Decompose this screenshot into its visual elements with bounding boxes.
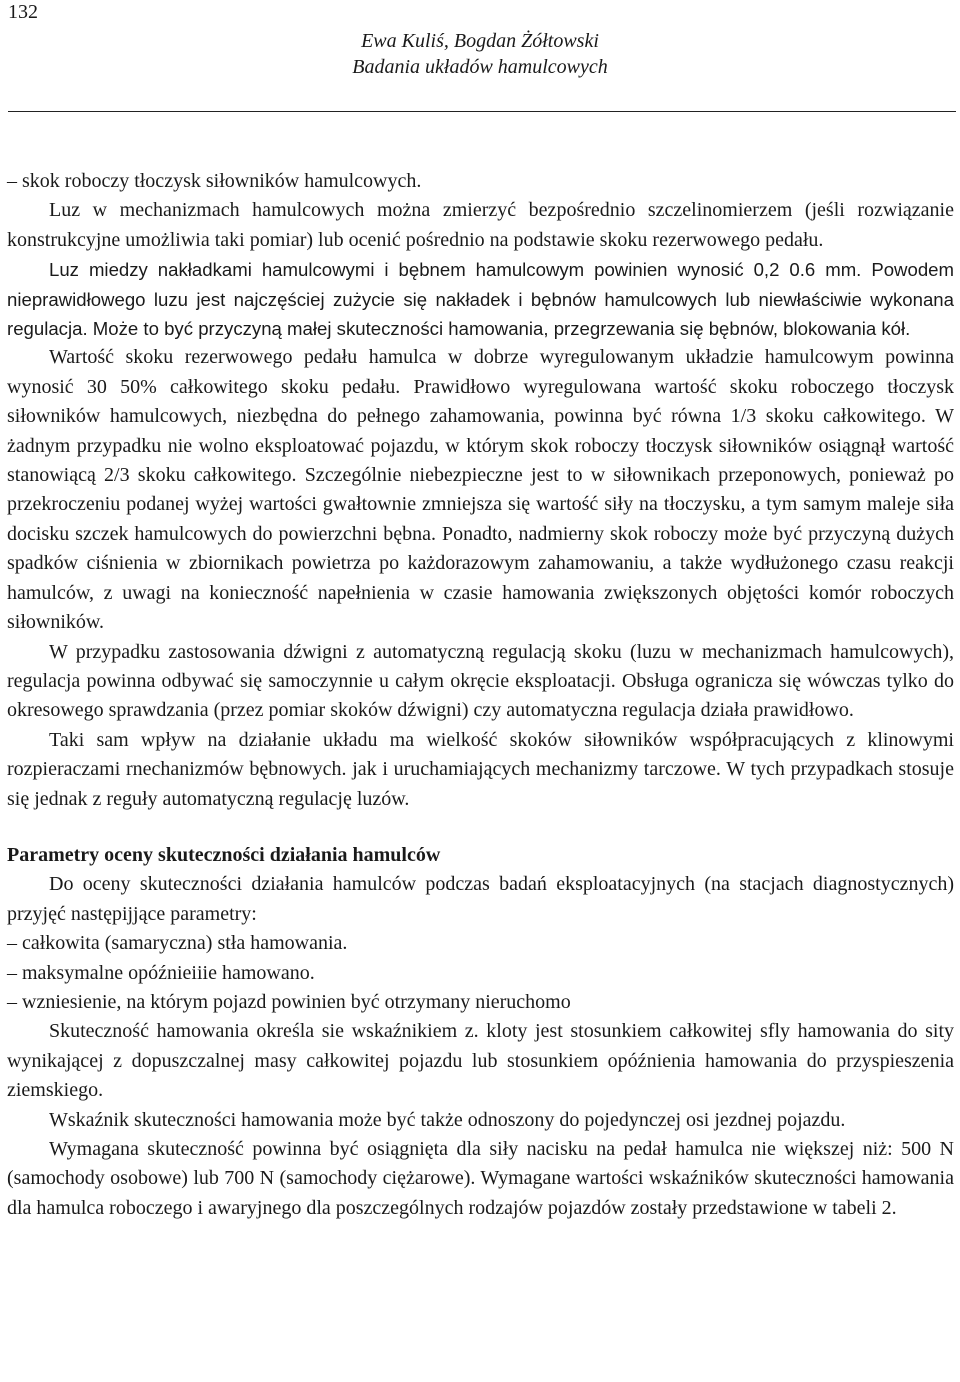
- dash-item-skok: – skok roboczy tłoczysk siłowników hamulcowych.: [7, 170, 422, 192]
- section-spacer: [7, 814, 954, 841]
- paragraph-luz-nakladki: Luz miedzy nakładkami hamulcowymi i bębnem hamulcowym powinien wynosić 0,2 0.6 mm. Powodem nieprawidłowego luzu jest najczęściej zużycie się nakładek i bębnów hamulcowych lub niewłaściwie wykonana regulacja. Może to być przyczyną małej skuteczności hamowania, przegrzewania się bębnów, blokowania kół.: [7, 259, 954, 340]
- paragraph-wskaznik: Wskaźnik skuteczności hamowania może być także odnoszony do pojedynczej osi jezdnej pojazdu.: [49, 1108, 846, 1131]
- paragraph-luz-pomiar: Luz w mechanizmach hamulcowych można zmierzyć bezpośrednio szczelinomierzem (jeśli rozwiązanie konstrukcyjne umożliwia taki pomiar) lub ocenić pośrednio na podstawie skoku rezerwowego pedału.: [7, 199, 954, 251]
- list-item: – całkowita (samaryczna) stła hamowania.: [7, 932, 348, 955]
- running-head-authors: Ewa Kuliś, Bogdan Żółtowski: [361, 30, 599, 52]
- paragraph-taki-sam-wplyw: Taki sam wpływ na działanie układu ma wielkość skoków siłowników współpracujących z klinowymi rozpieraczami rnechanizmów bębnowych. jak i uruchamiających mechanizmy tarczowe. W tych przypadkach stosuje się jednak z reguły automatyczną regulację luzów.: [7, 728, 954, 810]
- paragraph-wymagana: Wymagana skuteczność powinna być osiągnięta dla siły nacisku na pedał hamulca nie większej niż: 500 N (samochody osobowe) lub 700 N (samochody ciężarowe). Wymagane wartości wskaźników skuteczności hamowania dla hamulca roboczego i awaryjnego dla poszczególnych rodzajów pojazdów zostały przedstawione w tabeli 2.: [7, 1138, 954, 1219]
- paragraph-parametry-intro: Do oceny skuteczności działania hamulców podczas badań eksploatacyjnych (na stacjach diagnostycznych) przyjęć następijjące parametry:: [7, 873, 954, 925]
- running-head-title: Badania układów hamulcowych: [352, 56, 608, 78]
- section-heading: Parametry oceny skuteczności działania hamulców: [7, 843, 441, 866]
- running-head: [0, 28, 960, 80]
- paragraph-wartosc-skoku: Wartość skoku rezerwowego pedału hamulca w dobrze wyregulowanym układzie hamulcowym powinna wynosić 30 50% całkowitego skoku pedału. Prawidłowo wyregulowana wartość skoku roboczego tłoczysk siłowników hamulcowych, niezbędna do pełnego zahamowania, powinna być równa 1/3 skoku całkowitego. W żadnym przypadku nie wolno eksploatować pojazdu, w którym skok roboczy tłoczysk siłowników osiągnął wartość stanowiącą 2/3 skoku całkowitego. Szczególnie niebezpieczne jest to w siłownikach przeponowych, ponieważ po przekroczeniu podanej wyżej wartości gwałtownie zmniejsza się wartość siły na tłoczysku, a tym samym maleje siła docisku szczek hamulcowych do powierzchni bębna. Ponadto, nadmierny skok roboczy może być przyczyną dużych spadków ciśnienia w zbiornikach powietrza po każdorazowym zahamowaniu, a także wydłużonego czasu reakcji hamulców, z uwagi na konieczność napełnienia w czasie hamowania zwiększonych objętości komór roboczych siłowników.: [7, 346, 954, 634]
- list-item: – maksymalne opóźnieiiie hamowano.: [7, 961, 315, 984]
- page-number: 132: [8, 1, 38, 23]
- paragraph-dzwignia: W przypadku zastosowania dźwigni z automatyczną regulacją skoku (luzu w mechanizmach hamulcowych), regulacja powinna odbywać się samoczynnie u całym okręcie eksploatacji. Obsługa ogranicza się wówczas tylko do okresowego sprawdzania (przez pomiar skoków dźwigni) czy automatyczna regulacja działa prawidłowo.: [7, 640, 954, 722]
- body-text: [7, 167, 954, 1223]
- paragraph-skutecznosc: Skuteczność hamowania określa sie wskaźnikiem z. kloty jest stosunkiem całkowitej sfly hamowania do sity wynikającej z dopuszczalnej masy całkowitej pojazdu lub stosunkiem opóźnienia hamowania do przyspieszenia ziemskiego.: [7, 1020, 954, 1102]
- header-divider: [8, 111, 956, 112]
- list-item: – wzniesienie, na którym pojazd powinien być otrzymany nieruchomo: [7, 990, 571, 1013]
